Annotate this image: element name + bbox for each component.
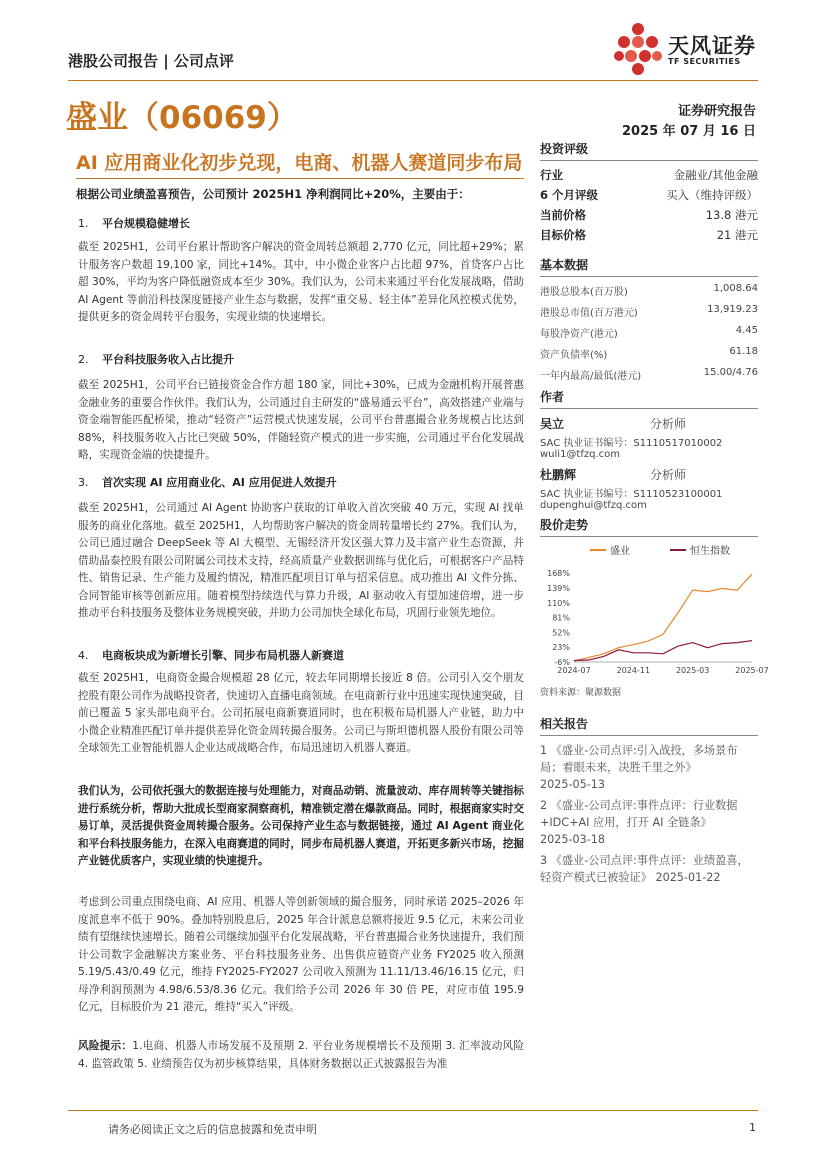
rating-title: 投资评级 <box>540 142 589 156</box>
author-cert: SAC 执业证书编号：S1110523100001 <box>540 489 723 500</box>
chart-title: 股价走势 <box>540 518 589 532</box>
rating-panel <box>540 140 758 243</box>
x-tick-label: 2025-07 <box>735 666 769 675</box>
y-tick-label: 52% <box>552 628 570 638</box>
y-tick-label: 139% <box>547 584 570 594</box>
authors-title: 作者 <box>540 390 565 404</box>
related-reports-panel <box>540 715 758 886</box>
series-line <box>574 641 752 661</box>
page-number: 1 <box>749 1121 756 1134</box>
y-tick-label: -6% <box>554 658 570 667</box>
section-heading-2: 2. 平台科技服务收入占比提升 <box>78 353 234 366</box>
chart-source: 资料来源：聚源数据 <box>540 688 622 698</box>
section-heading-4: 4. 电商板块成为新增长引擎、同步布局机器人新赛道 <box>78 649 344 662</box>
author-entry <box>540 415 758 432</box>
author-name: 杜鹏辉 <box>540 468 577 482</box>
basic-data-row: 港股总市值(百万港元) 13,919.23 <box>540 304 758 319</box>
footer-divider <box>68 1110 758 1111</box>
rating-row: 6 个月评级 买入（维持评级） <box>540 188 758 202</box>
rating-divider <box>540 160 758 161</box>
chart-divider <box>540 536 758 537</box>
y-tick-label: 168% <box>547 569 570 579</box>
rating-row: 当前价格 13.8 港元 <box>540 208 758 222</box>
author-email[interactable]: wuli1@tfzq.com <box>540 449 621 460</box>
related-title: 相关报告 <box>540 717 589 731</box>
legend-label: 恒生指数 <box>690 546 730 557</box>
report-category: 港股公司报告 | 公司点评 <box>68 52 234 70</box>
author-cert: SAC 执业证书编号：S1110517010002 <box>540 438 723 449</box>
risk-label: 风险提示： <box>78 1040 133 1052</box>
related-report-item[interactable]: 1 《盛业-公司点评:引入战投，多场景布局；着眼未来，决胜千里之外》 2025-05-13 <box>540 744 738 791</box>
x-tick-label: 2024-11 <box>616 666 651 675</box>
conclusion-paragraph: 我们认为，公司依托强大的数据连接与处理能力，对商品动销、流量波动、库存周转等关键指标进行系统分析，帮助大批成长型商家洞察商机，精准锁定潜在爆款商品。同时，根据商家实时交易订单，灵活提供资金周转撮合服务。公司保持产业生态与数据链接，通过 AI Agent 商业化和平台科技服务能力，在深入电商赛道的同时，同步布局机器人赛道，开拓更多新兴市场，挖掘产业链优质客户，实现业绩的快速提升。 <box>78 785 524 867</box>
header-divider <box>68 80 758 81</box>
basic-data-row: 每股净资产(港元) 4.45 <box>540 325 758 340</box>
author-entry <box>540 466 758 483</box>
series-line <box>574 574 752 661</box>
author-role: 分析师 <box>650 417 687 431</box>
section-heading-1: 1. 平台规模稳健增长 <box>78 217 190 230</box>
risk-warning <box>78 1038 524 1073</box>
report-headline: AI 应用商业化初步兑现，电商、机器人赛道同步布局 <box>76 152 523 174</box>
section-2-body: 截至 2025H1，公司平台已链接资金合作方超 180 家，同比+30%，已成为金融机构开展普惠金融业务的重要合作伙伴。我们认为，公司通过自主研发的“盛易通云平台”，高效搭建产业端与资金端智能匹配桥梁，推动“轻资产”运营模式快速发展，公司平台普惠撮合业务规模占比达到 88%，科技服务收入占比已突破 50%，伴随轻资产模式的进一步实施，公司通过平台化发展战略，实现资金端的快捷提升。 <box>78 379 524 461</box>
author-name: 吴立 <box>540 417 565 431</box>
rating-row: 目标价格 21 港元 <box>540 228 758 242</box>
tf-securities-logo-icon <box>610 20 666 76</box>
related-report-item[interactable]: 3 《盛业-公司点评:事件点评：业绩盈喜，轻资产模式已被验证》 2025-01-22 <box>540 854 749 884</box>
y-tick-label: 110% <box>547 598 570 608</box>
x-tick-label: 2024-07 <box>557 666 591 675</box>
authors-divider <box>540 408 758 409</box>
report-type: 证券研究报告 <box>677 104 756 119</box>
y-tick-label: 81% <box>552 613 570 623</box>
x-tick-label: 2025-03 <box>675 666 710 675</box>
basic-data-divider <box>540 276 758 277</box>
y-tick-label: 23% <box>552 643 570 653</box>
logo-text-en: TF SECURITIES <box>668 57 741 66</box>
related-report-item[interactable]: 2 《盛业-公司点评:事件点评：行业数据+IDC+AI 应用，打开 AI 全链条》 2025-03-18 <box>540 799 738 846</box>
basic-data-row: 资产负债率(%) 61.18 <box>540 346 758 361</box>
basic-data-row: 一年内最高/最低(港元) 15.00/4.76 <box>540 367 758 382</box>
logo-text-cn: 天风证券 <box>668 34 756 58</box>
section-4-body: 截至 2025H1，电商资金撮合规模超 28 亿元，较去年同期增长接近 8 倍。公司引入交个朋友控股有限公司作为战略投资者，快速切入直播电商领域。在电商新行业中迅速实现快速突破，目前已覆盖 5 家头部电商平台。公司拓展电商新赛道同时，也在积极布局机器人产业链，助力中小微企业精准匹配订单并提供差异化资金周转撮合服务。公司已与斯坦德机器人股份有限公司等全球领先工业智能机器人企业达成战略合作，布局迅速切入机器人赛道。 <box>78 672 524 754</box>
rating-row: 行业 金融业/其他金融 <box>540 168 758 182</box>
risk-text: 1.电商、机器人市场发展不及预期 2. 平台业务规模增长不及预期 3. 汇率波动风险 4. 监管政策 5. 业绩预告仅为初步核算结果，具体财务数据以正式披露报告为准 <box>78 1040 524 1070</box>
legend-label: 盛业 <box>610 546 630 557</box>
related-divider <box>540 735 758 736</box>
section-3-body: 截至 2025H1，公司通过 AI Agent 协助客户获取的订单收入首次突破 40 万元，实现 AI 找单服务的商业化落地。截至 2025H1，人均帮助客户解决的资金周转量增长约 27%。我们认为，公司已通过融合 DeepSeek 等 AI 大模型、无锡经济开发区强大算力及丰富产业生态资源，并借助晶泰控股有限公司附属公司技术支持，经高质量产业数据训练与优化后，可根据客户产品特性、销售记录、生产能力及履约情况，精准匹配项目订单与招采信息。成功推出 AI 文件分拣、合同智能审核等创新应用。随着模型持续迭代与算力升级，AI 驱动收入有望加速倍增，进一步推动平台科技服务及整体业务规模突破，并助力公司加快全球化布局，巩固行业领先地位。 <box>78 502 524 619</box>
headline-divider <box>76 178 524 179</box>
company-title: 盛业（06069） <box>66 100 298 136</box>
report-date: 2025 年 07 月 16 日 <box>622 124 756 139</box>
basic-data-panel <box>540 256 758 382</box>
footer-disclaimer: 请务必阅读正文之后的信息披露和免责申明 <box>108 1123 317 1136</box>
stock-price-chart <box>540 538 769 678</box>
stock-chart-panel <box>540 516 758 537</box>
section-1-body: 截至 2025H1，公司平台累计帮助客户解决的资金周转总额超 2,770 亿元，同比超+29%；累计服务客户数超 19,100 家，同比+14%。其中，中小微企业客户占比超 97%，首贷客户占比超 30%，平均为客户降低融资成本至少 30%。我们认为，公司未来通过平台化发展战略，借助 AI Agent 等前沿科技深度链接产业生态与数据，发挥“重交易、轻主体”差异化风控模式优势，提供更多的资金周转平台服务，实现业绩的快速增长。 <box>78 241 524 323</box>
author-role: 分析师 <box>650 468 687 482</box>
intro-text: 根据公司业绩盈喜预告，公司预计 2025H1 净利润同比+20%，主要由于： <box>76 187 470 201</box>
section-heading-3: 3. 首次实现 AI 应用商业化、AI 应用促进人效提升 <box>78 476 337 489</box>
authors-panel <box>540 388 758 511</box>
basic-data-row: 港股总股本(百万股) 1,008.64 <box>540 283 758 298</box>
basic-data-title: 基本数据 <box>540 258 589 272</box>
valuation-paragraph: 考虑到公司重点围绕电商、AI 应用、机器人等创新领域的撮合服务，同时承诺 2025–2026 年度派息率不低于 90%。叠加特别股息后，2025 年合计派息总额将接近 9.5 亿元，未来公司业绩有望继续快速增长。随着公司继续加强平台化发展战略，平台普惠撮合业务快速提升，我们预计公司数字金融解决方案业务、平台科技服务业务、出售供应链资产业务 FY2025 收入预测 5.19/5.43/0.49 亿元，维持 FY2025-FY2027 公司收入预测为 11.11/13.46/16.15 亿元，归母净利润预测为 4.98/6.53/8.36 亿元。我们给予公司 2026 年 30 倍 PE，对应市值 195.9 亿元，目标股价为 21 港元，维持“买入”评级。 <box>78 896 524 1013</box>
author-email[interactable]: dupenghui@tfzq.com <box>540 500 647 511</box>
